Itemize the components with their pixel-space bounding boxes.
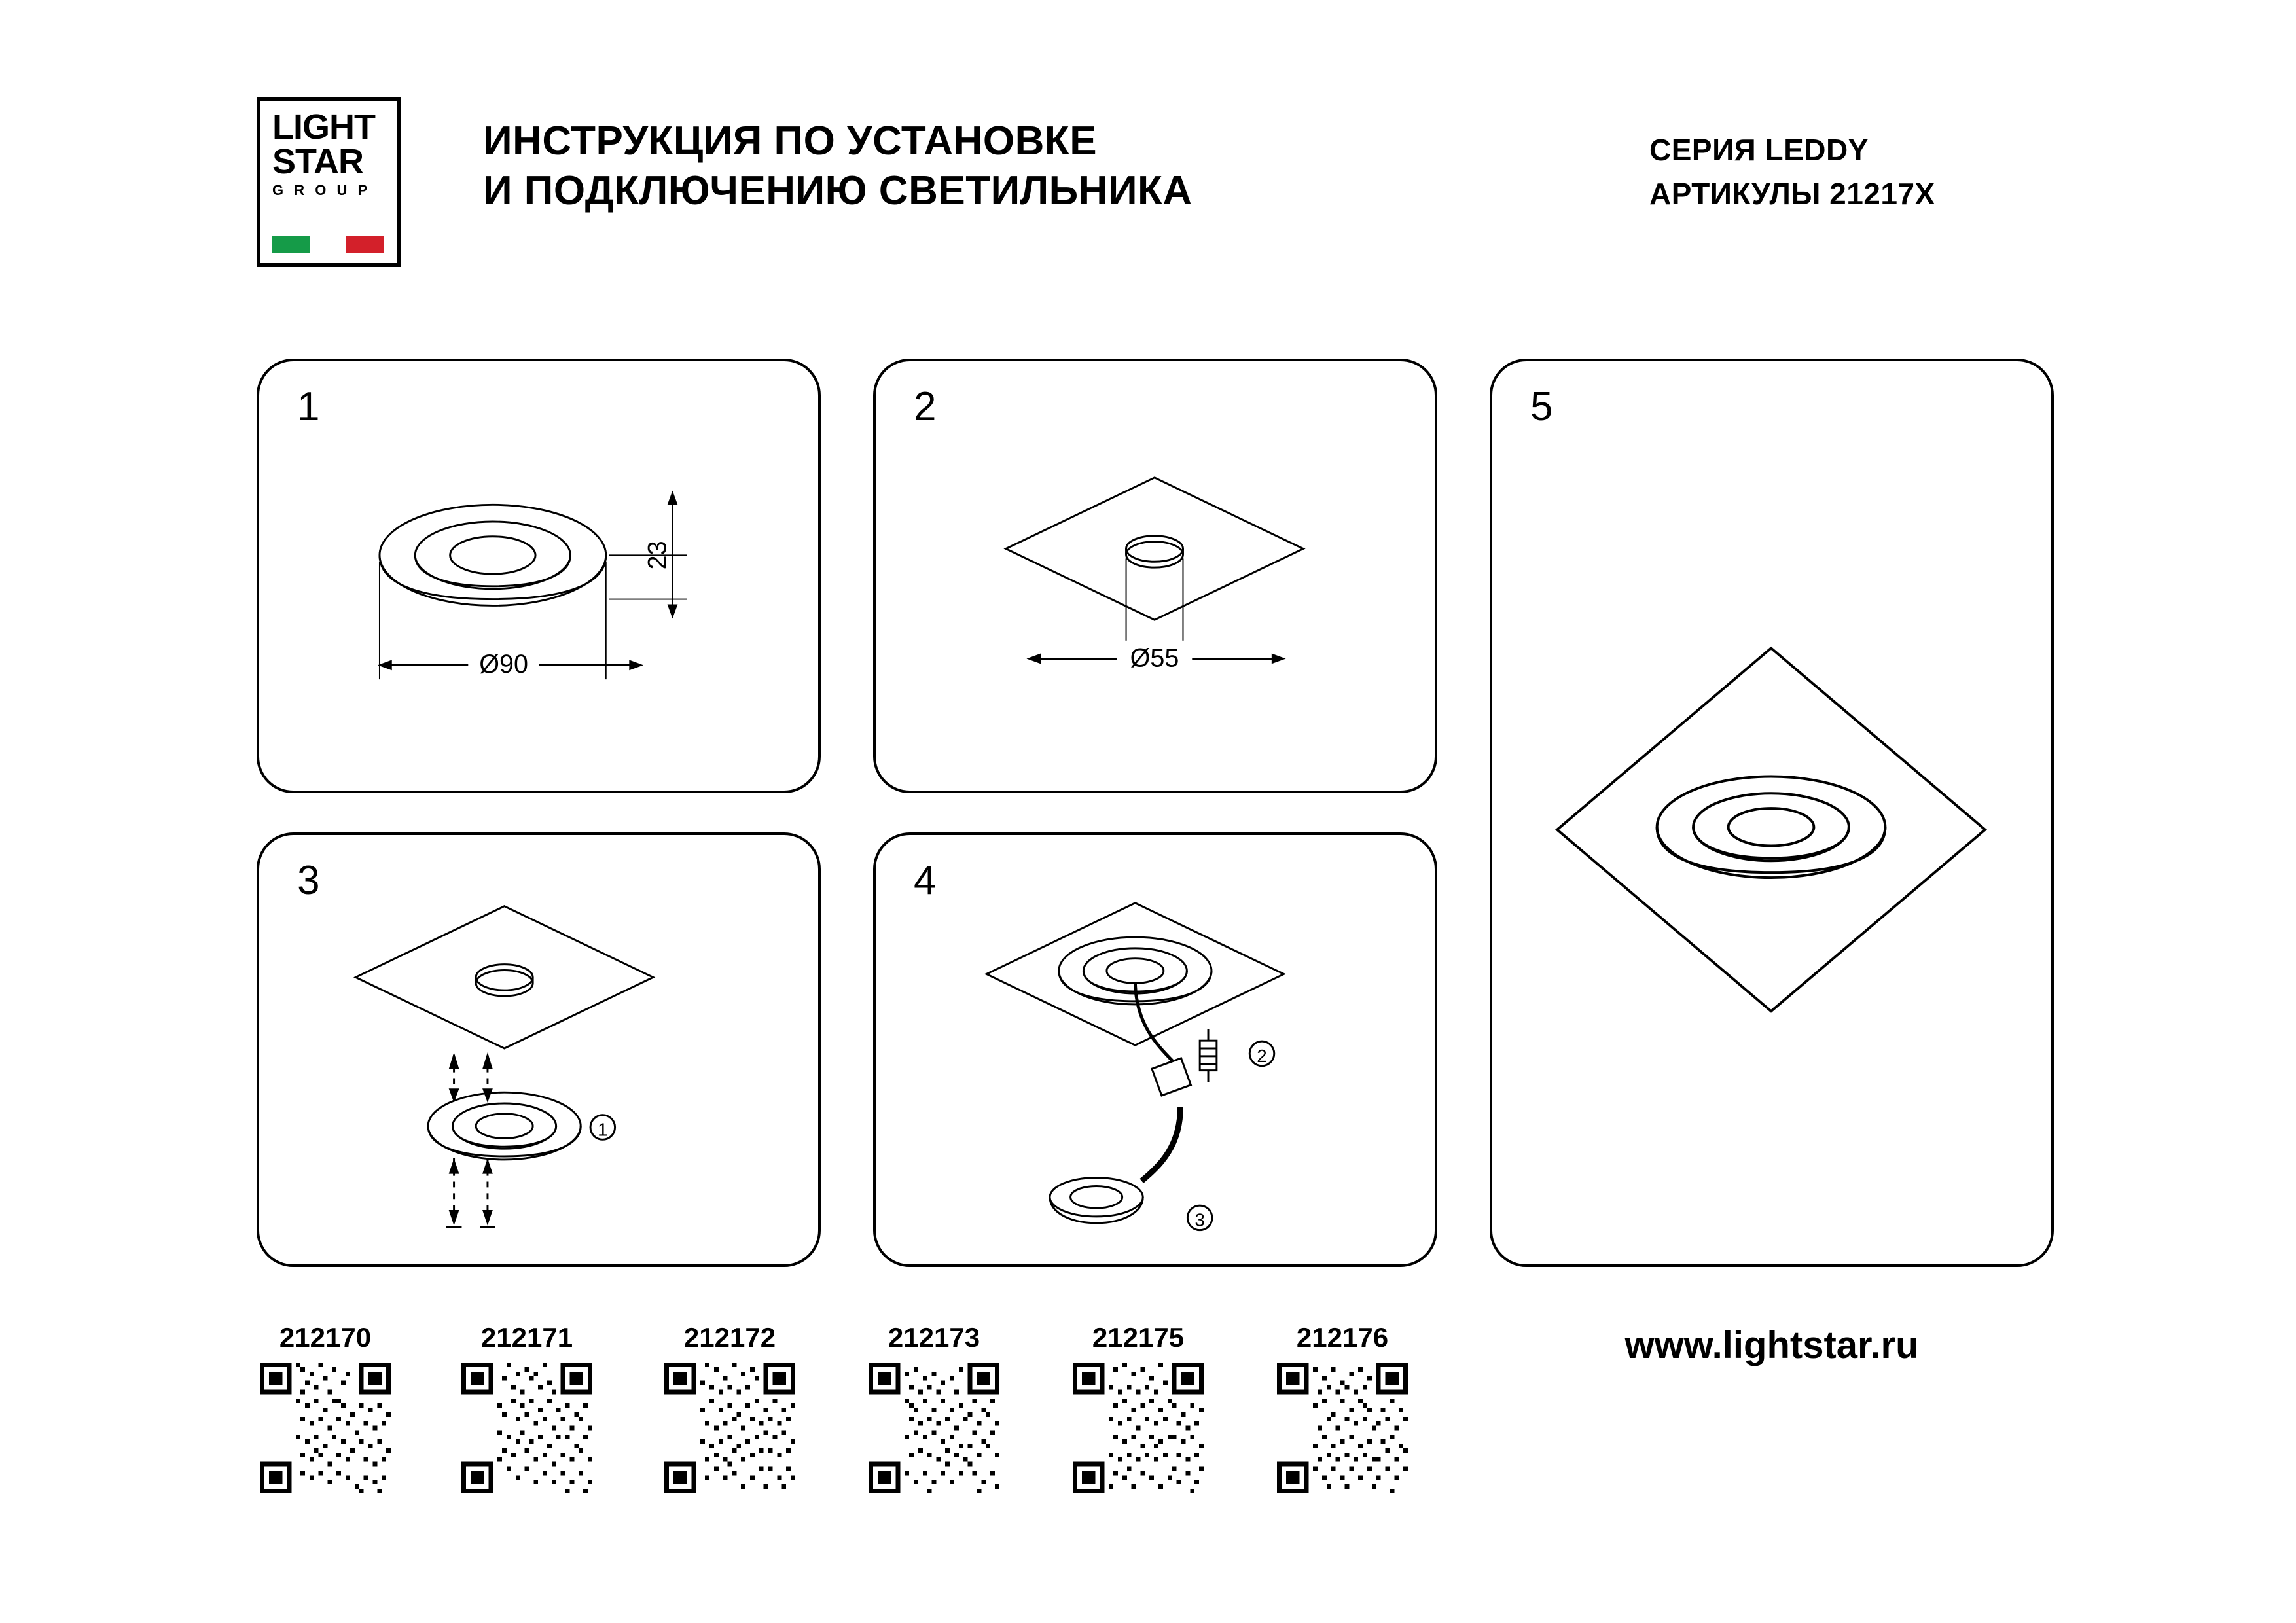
articles-label: АРТИКУЛЫ 21217X — [1649, 176, 1935, 211]
qr-item-0 — [250, 1322, 401, 1493]
step-1-diagram — [259, 361, 818, 791]
step-number-1: 1 — [297, 384, 320, 429]
qr-item-2 — [655, 1322, 805, 1493]
step-panel-1 — [257, 359, 821, 793]
qr-item-3 — [859, 1322, 1009, 1493]
qr-code-label: 212175 — [1092, 1322, 1185, 1353]
qr-code-label: 212176 — [1296, 1322, 1389, 1353]
qr-code-icon — [859, 1363, 1009, 1493]
callout-1: 1 — [598, 1119, 608, 1140]
logo-text-group: G R O U P — [272, 181, 371, 198]
brand-logo — [257, 97, 401, 267]
dim-width-2: Ø55 — [1130, 643, 1179, 673]
step-4-diagram — [876, 835, 1435, 1264]
step-panel-2 — [873, 359, 1437, 793]
step-5-diagram — [1492, 361, 2051, 1264]
qr-code-label: 212170 — [279, 1322, 372, 1353]
qr-code-icon — [1063, 1363, 1213, 1493]
title-line-1: ИНСТРУКЦИЯ ПО УСТАНОВКЕ — [483, 118, 1098, 164]
qr-code-icon — [655, 1363, 805, 1493]
series-info — [1649, 128, 2173, 215]
step-number-3: 3 — [297, 858, 320, 903]
series-label: СЕРИЯ LEDDY — [1649, 133, 1869, 167]
step-panel-4 — [873, 832, 1437, 1267]
step-number-4: 4 — [914, 858, 937, 903]
dim-height-1: 23 — [643, 541, 672, 570]
qr-item-5 — [1267, 1322, 1418, 1493]
step-panel-5 — [1490, 359, 2054, 1267]
qr-code-label: 212173 — [888, 1322, 980, 1353]
callout-3: 3 — [1194, 1209, 1205, 1230]
qr-code-icon — [452, 1363, 602, 1493]
step-2-diagram — [876, 361, 1435, 791]
qr-code-icon — [1267, 1363, 1418, 1493]
step-number-2: 2 — [914, 384, 937, 429]
page-title — [483, 116, 1465, 215]
page-header — [0, 0, 2296, 301]
qr-code-icon — [250, 1363, 401, 1493]
step-3-diagram — [259, 835, 818, 1264]
website-url[interactable]: www.lightstar.ru — [1624, 1324, 1919, 1366]
step-panel-3 — [257, 832, 821, 1267]
step-number-5: 5 — [1530, 384, 1553, 429]
dim-width-1: Ø90 — [479, 650, 528, 679]
logo-text-light: LIGHT — [272, 107, 375, 147]
qr-code-label: 212172 — [683, 1322, 776, 1353]
qr-code-label: 212171 — [480, 1322, 573, 1353]
qr-item-4 — [1063, 1322, 1213, 1493]
title-line-2: И ПОДКЛЮЧЕНИЮ СВЕТИЛЬНИКА — [483, 168, 1193, 213]
logo-text-star: STAR — [272, 141, 363, 181]
callout-2: 2 — [1257, 1045, 1267, 1066]
italian-flag-icon — [272, 236, 384, 253]
qr-item-1 — [452, 1322, 602, 1493]
